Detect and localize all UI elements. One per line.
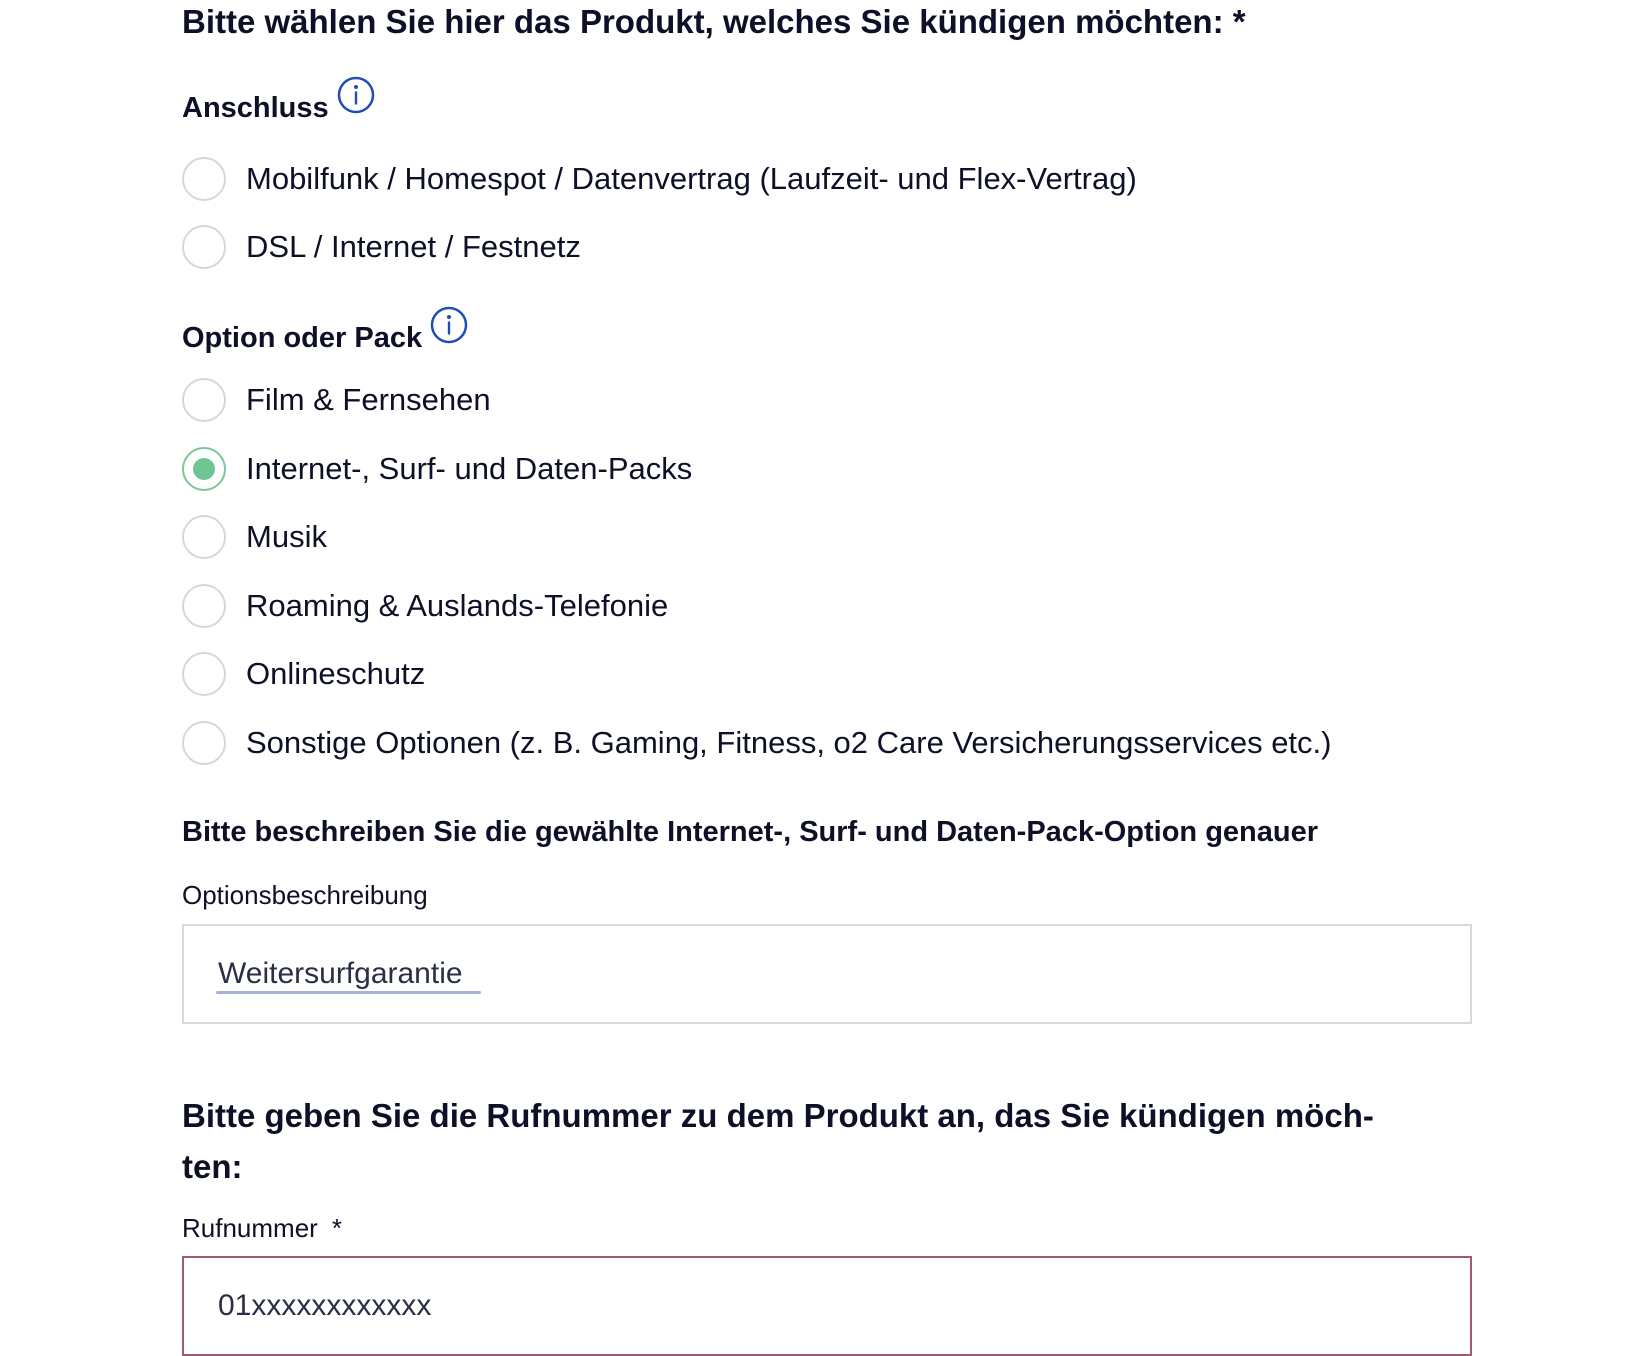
radio-button[interactable]: [182, 378, 226, 422]
radio-option-film[interactable]: [182, 375, 491, 425]
option-description-heading: Bitte beschreiben Sie die gewählte Internet-, Surf- und Daten-Pack-Option genauer: [182, 816, 1319, 848]
anschluss-label-text: Anschluss: [182, 92, 329, 124]
radio-option-dsl[interactable]: [182, 222, 581, 272]
radio-button[interactable]: [182, 652, 226, 696]
option-description-input[interactable]: [182, 924, 1472, 1024]
option-pack-group-label: [182, 318, 468, 356]
product-selection-heading: Bitte wählen Sie hier das Produkt, welches Sie kündigen möchten: *: [182, 3, 1246, 40]
phone-number-input[interactable]: [182, 1256, 1472, 1356]
radio-button[interactable]: [182, 225, 226, 269]
radio-button[interactable]: [182, 584, 226, 628]
info-icon[interactable]: [337, 76, 375, 114]
phone-number-heading: [182, 1090, 1472, 1192]
radio-option-mobilfunk[interactable]: [182, 154, 1137, 204]
phone-number-label-text: Rufnummer: [182, 1213, 318, 1243]
anschluss-group-label: [182, 88, 375, 126]
radio-button[interactable]: [182, 157, 226, 201]
radio-option-musik[interactable]: [182, 512, 327, 562]
radio-option-sonstige[interactable]: [182, 718, 1331, 768]
radio-option-label: Sonstige Optionen (z. B. Gaming, Fitness, o2 Care Versicherungsservices etc.): [246, 725, 1332, 760]
option-description-label: Optionsbeschreibung: [182, 880, 428, 910]
info-icon[interactable]: [430, 306, 468, 344]
radio-option-internet-packs[interactable]: [182, 444, 692, 494]
radio-option-label: DSL / Internet / Festnetz: [246, 229, 581, 264]
radio-option-onlineschutz[interactable]: [182, 649, 425, 699]
radio-button[interactable]: [182, 721, 226, 765]
phone-number-label: [182, 1211, 342, 1245]
required-marker: *: [331, 1213, 342, 1243]
option-pack-label-text: Option oder Pack: [182, 322, 423, 354]
radio-button-checked[interactable]: [182, 447, 226, 491]
radio-option-label: Roaming & Auslands-Telefonie: [246, 588, 669, 623]
radio-option-label: Film & Fernsehen: [246, 382, 491, 417]
radio-button[interactable]: [182, 515, 226, 559]
radio-option-roaming[interactable]: [182, 581, 668, 631]
radio-option-label: Musik: [246, 519, 327, 554]
radio-option-label: Mobilfunk / Homespot / Datenvertrag (Laufzeit- und Flex-Vertrag): [246, 161, 1137, 196]
phone-heading-line-1: Bitte geben Sie die Rufnummer zu dem Produkt an, das Sie kündigen möch-: [182, 1097, 1374, 1134]
spellcheck-underline: [216, 991, 481, 994]
radio-option-label: Onlineschutz: [246, 656, 426, 691]
radio-option-label: Internet-, Surf- und Daten-Packs: [246, 451, 693, 486]
phone-heading-line-2: ten:: [182, 1148, 243, 1185]
